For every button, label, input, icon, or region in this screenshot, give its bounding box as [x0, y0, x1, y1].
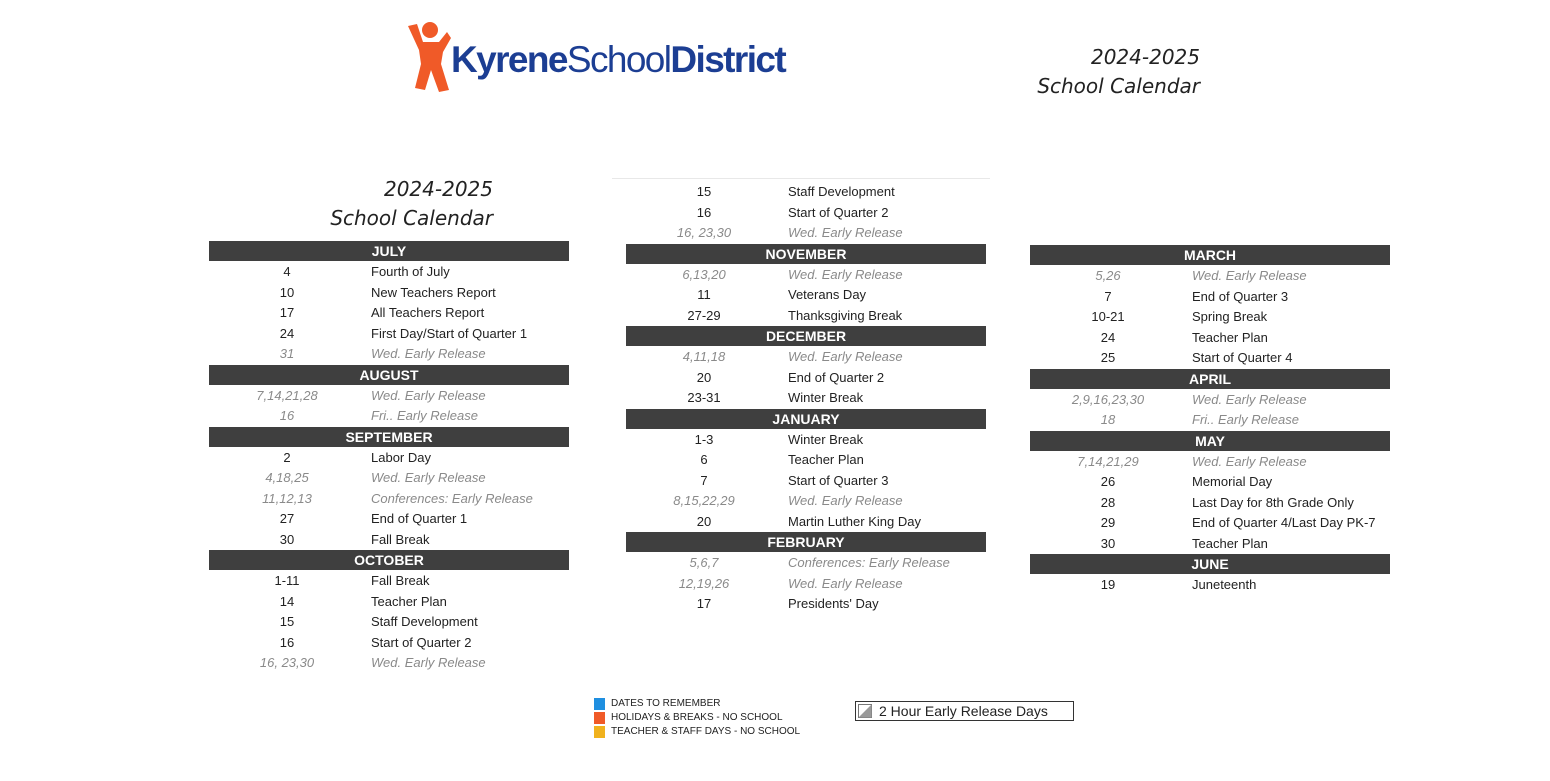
calendar-row — [1030, 493, 1390, 514]
legend-item — [594, 725, 800, 739]
event-name: Spring Break — [1192, 309, 1268, 324]
calendar-row — [1030, 472, 1390, 493]
event-name: Staff Development — [371, 614, 478, 629]
event-name: Wed. Early Release — [788, 575, 903, 591]
calendar-row — [1030, 575, 1390, 596]
event-date: 30 — [279, 531, 295, 547]
legend-label: HOLIDAYS & BREAKS - NO SCHOOL — [611, 712, 783, 723]
event-date: 24 — [279, 325, 295, 341]
event-date: 7,14,21,28 — [256, 387, 318, 403]
event-date: 5,6,7 — [689, 555, 719, 570]
calendar-row — [209, 303, 569, 324]
header-title — [1000, 43, 1200, 101]
event-name: Fourth of July — [371, 264, 450, 279]
calendar-column-3 — [1030, 245, 1390, 596]
calendar-row — [1030, 307, 1390, 328]
calendar-row — [209, 324, 569, 345]
event-date: 23-31 — [687, 390, 721, 405]
event-name: Teacher Plan — [1192, 535, 1268, 551]
month-header: JUNE — [1030, 554, 1390, 574]
event-name: Wed. Early Release — [1192, 391, 1307, 407]
event-date: 26 — [1100, 474, 1116, 489]
event-date: 16 — [279, 408, 295, 423]
event-date: 7 — [1104, 288, 1112, 304]
calendar-row — [626, 512, 986, 533]
calendar-row — [209, 283, 569, 304]
event-date: 4 — [283, 264, 291, 279]
calendar-row — [626, 368, 986, 389]
event-name: End of Quarter 1 — [371, 511, 468, 526]
calendar-row — [626, 594, 986, 615]
calendar-row — [209, 489, 569, 510]
calendar-row — [1030, 328, 1390, 349]
event-name: Memorial Day — [1192, 474, 1273, 489]
legend-swatch-orange — [594, 712, 605, 724]
early-release-key — [855, 701, 1074, 721]
calendar-row — [626, 553, 986, 574]
event-date: 20 — [696, 513, 712, 529]
legend-swatch-blue — [594, 698, 605, 710]
calendar-column-1 — [209, 241, 569, 674]
event-name: End of Quarter 2 — [788, 369, 885, 385]
event-name: Start of Quarter 4 — [1192, 350, 1293, 365]
event-date: 19 — [1100, 577, 1116, 592]
calendar-row — [626, 491, 986, 512]
event-name: Fall Break — [371, 573, 430, 588]
month-header: AUGUST — [209, 365, 569, 385]
event-date: 1-3 — [694, 431, 714, 447]
event-date: 16, 23,30 — [259, 655, 315, 670]
event-name: Wed. Early Release — [788, 349, 903, 364]
calendar-row — [209, 571, 569, 592]
calendar-row — [209, 592, 569, 613]
event-date: 8,15,22,29 — [673, 493, 735, 508]
event-date: 4,18,25 — [265, 470, 309, 485]
event-date: 30 — [1100, 535, 1116, 551]
event-name: Start of Quarter 2 — [788, 204, 889, 220]
event-name: Labor Day — [371, 449, 431, 465]
event-name: Wed. Early Release — [371, 470, 486, 485]
event-date: 28 — [1100, 494, 1116, 510]
calendar-row — [626, 285, 986, 306]
event-name: Start of Quarter 2 — [371, 634, 472, 650]
event-name: Wed. Early Release — [371, 387, 486, 403]
event-date: 7,14,21,29 — [1077, 453, 1139, 469]
calendar-column-2 — [626, 182, 986, 615]
legend-item — [594, 711, 800, 725]
calendar-row — [1030, 452, 1390, 473]
event-name: Wed. Early Release — [788, 493, 903, 508]
event-date: 2,9,16,23,30 — [1071, 391, 1145, 407]
event-date: 27-29 — [687, 307, 721, 323]
event-date: 12,19,26 — [678, 575, 730, 591]
event-date: 16, 23,30 — [676, 225, 732, 240]
calendar-row — [626, 306, 986, 327]
header-title-label: School Calendar — [1037, 74, 1200, 98]
event-name: Martin Luther King Day — [788, 513, 921, 529]
logo-wordmark — [451, 40, 785, 80]
event-name: Last Day for 8th Grade Only — [1192, 494, 1354, 510]
calendar-title — [290, 175, 493, 233]
event-date: 5,26 — [1095, 268, 1121, 283]
calendar-row — [626, 450, 986, 471]
event-name: End of Quarter 3 — [1192, 288, 1289, 304]
event-date: 24 — [1100, 329, 1116, 345]
event-name: Wed. Early Release — [1192, 453, 1307, 469]
event-name: Juneteenth — [1192, 577, 1257, 592]
event-date: 7 — [700, 472, 708, 488]
event-name: Start of Quarter 3 — [788, 472, 889, 488]
event-date: 6 — [700, 452, 708, 467]
event-name: End of Quarter 4/Last Day PK-7 — [1192, 515, 1376, 530]
event-name: Fall Break — [371, 531, 430, 547]
event-name: Wed. Early Release — [371, 346, 486, 361]
event-name: Conferences: Early Release — [788, 555, 950, 570]
event-date: 11,12,13 — [262, 490, 312, 506]
month-header: JULY — [209, 241, 569, 261]
event-date: 11 — [697, 287, 711, 302]
calendar-row — [209, 262, 569, 283]
event-name: Teacher Plan — [788, 452, 864, 467]
month-header: NOVEMBER — [626, 244, 986, 264]
event-name: Wed. Early Release — [788, 225, 903, 240]
early-release-label: 2 Hour Early Release Days — [879, 703, 1048, 719]
calendar-row — [209, 653, 569, 674]
calendar-row — [626, 574, 986, 595]
event-name: Wed. Early Release — [788, 266, 903, 282]
calendar-row — [209, 530, 569, 551]
calendar-row — [209, 386, 569, 407]
district-logo — [405, 20, 795, 95]
calendar-row — [209, 612, 569, 633]
event-name: Veterans Day — [788, 287, 867, 302]
event-name: Conferences: Early Release — [371, 490, 533, 506]
month-header: FEBRUARY — [626, 532, 986, 552]
event-date: 14 — [279, 593, 295, 609]
event-date: 16 — [696, 204, 712, 220]
event-date: 4,11,18 — [682, 349, 726, 364]
calendar-row — [1030, 348, 1390, 369]
event-date: 2 — [283, 449, 291, 465]
event-date: 18 — [1100, 412, 1116, 427]
month-header: MAY — [1030, 431, 1390, 451]
calendar-row — [209, 468, 569, 489]
event-date: 10 — [279, 284, 295, 300]
legend-item — [594, 697, 800, 711]
event-name: Winter Break — [788, 390, 864, 405]
month-header: MARCH — [1030, 245, 1390, 265]
event-name: Wed. Early Release — [1192, 268, 1307, 283]
event-date: 25 — [1100, 350, 1116, 365]
month-header: APRIL — [1030, 369, 1390, 389]
event-date: 10-21 — [1091, 309, 1125, 324]
event-name: Winter Break — [788, 431, 864, 447]
calendar-row — [209, 344, 569, 365]
event-date: 15 — [696, 184, 712, 199]
calendar-row — [626, 265, 986, 286]
calendar-row — [209, 633, 569, 654]
legend — [594, 697, 800, 739]
calendar-row — [626, 471, 986, 492]
event-date: 1-11 — [274, 573, 300, 588]
calendar-row — [209, 406, 569, 427]
legend-swatch-yellow — [594, 726, 605, 738]
event-name: Wed. Early Release — [371, 655, 486, 670]
divider-line — [612, 178, 990, 179]
event-name: Staff Development — [788, 184, 895, 199]
header-title-year: 2024-2025 — [1090, 45, 1200, 69]
calendar-row — [626, 203, 986, 224]
event-date: 17 — [279, 305, 295, 320]
event-date: 17 — [696, 596, 712, 611]
kid-figure-icon — [405, 20, 451, 95]
event-name: Fri.. Early Release — [371, 408, 478, 423]
calendar-row — [626, 347, 986, 368]
legend-label: TEACHER & STAFF DAYS - NO SCHOOL — [611, 726, 801, 737]
calendar-row — [1030, 513, 1390, 534]
event-date: 31 — [279, 346, 295, 361]
half-shade-icon — [858, 704, 872, 718]
calendar-title-year: 2024-2025 — [383, 177, 493, 201]
event-date: 27 — [279, 511, 295, 526]
logo-word-kyrene: Kyrene — [451, 39, 567, 80]
event-date: 6,13,20 — [682, 266, 726, 282]
event-name: Presidents' Day — [788, 596, 879, 611]
event-date: 16 — [279, 634, 295, 650]
event-name: New Teachers Report — [371, 284, 496, 300]
event-date: 15 — [279, 614, 295, 629]
month-header: DECEMBER — [626, 326, 986, 346]
event-name: All Teachers Report — [371, 305, 485, 320]
calendar-row — [1030, 287, 1390, 308]
calendar-title-label: School Calendar — [330, 206, 493, 230]
calendar-row — [1030, 410, 1390, 431]
event-name: Fri.. Early Release — [1192, 412, 1299, 427]
event-name: Thanksgiving Break — [788, 307, 903, 323]
legend-label: DATES TO REMEMBER — [611, 698, 721, 709]
event-date: 20 — [696, 369, 712, 385]
event-name: Teacher Plan — [1192, 329, 1268, 345]
event-date: 29 — [1100, 515, 1116, 530]
calendar-row — [626, 430, 986, 451]
calendar-row — [209, 448, 569, 469]
event-name: Teacher Plan — [371, 593, 447, 609]
month-header: OCTOBER — [209, 550, 569, 570]
logo-word-district: District — [670, 39, 786, 80]
calendar-row — [1030, 266, 1390, 287]
calendar-row — [626, 182, 986, 203]
logo-word-school: School — [566, 39, 671, 80]
month-header: JANUARY — [626, 409, 986, 429]
calendar-row — [626, 223, 986, 244]
calendar-row — [626, 388, 986, 409]
month-header: SEPTEMBER — [209, 427, 569, 447]
calendar-row — [209, 509, 569, 530]
calendar-row — [1030, 390, 1390, 411]
calendar-row — [1030, 534, 1390, 555]
event-name: First Day/Start of Quarter 1 — [371, 325, 528, 341]
